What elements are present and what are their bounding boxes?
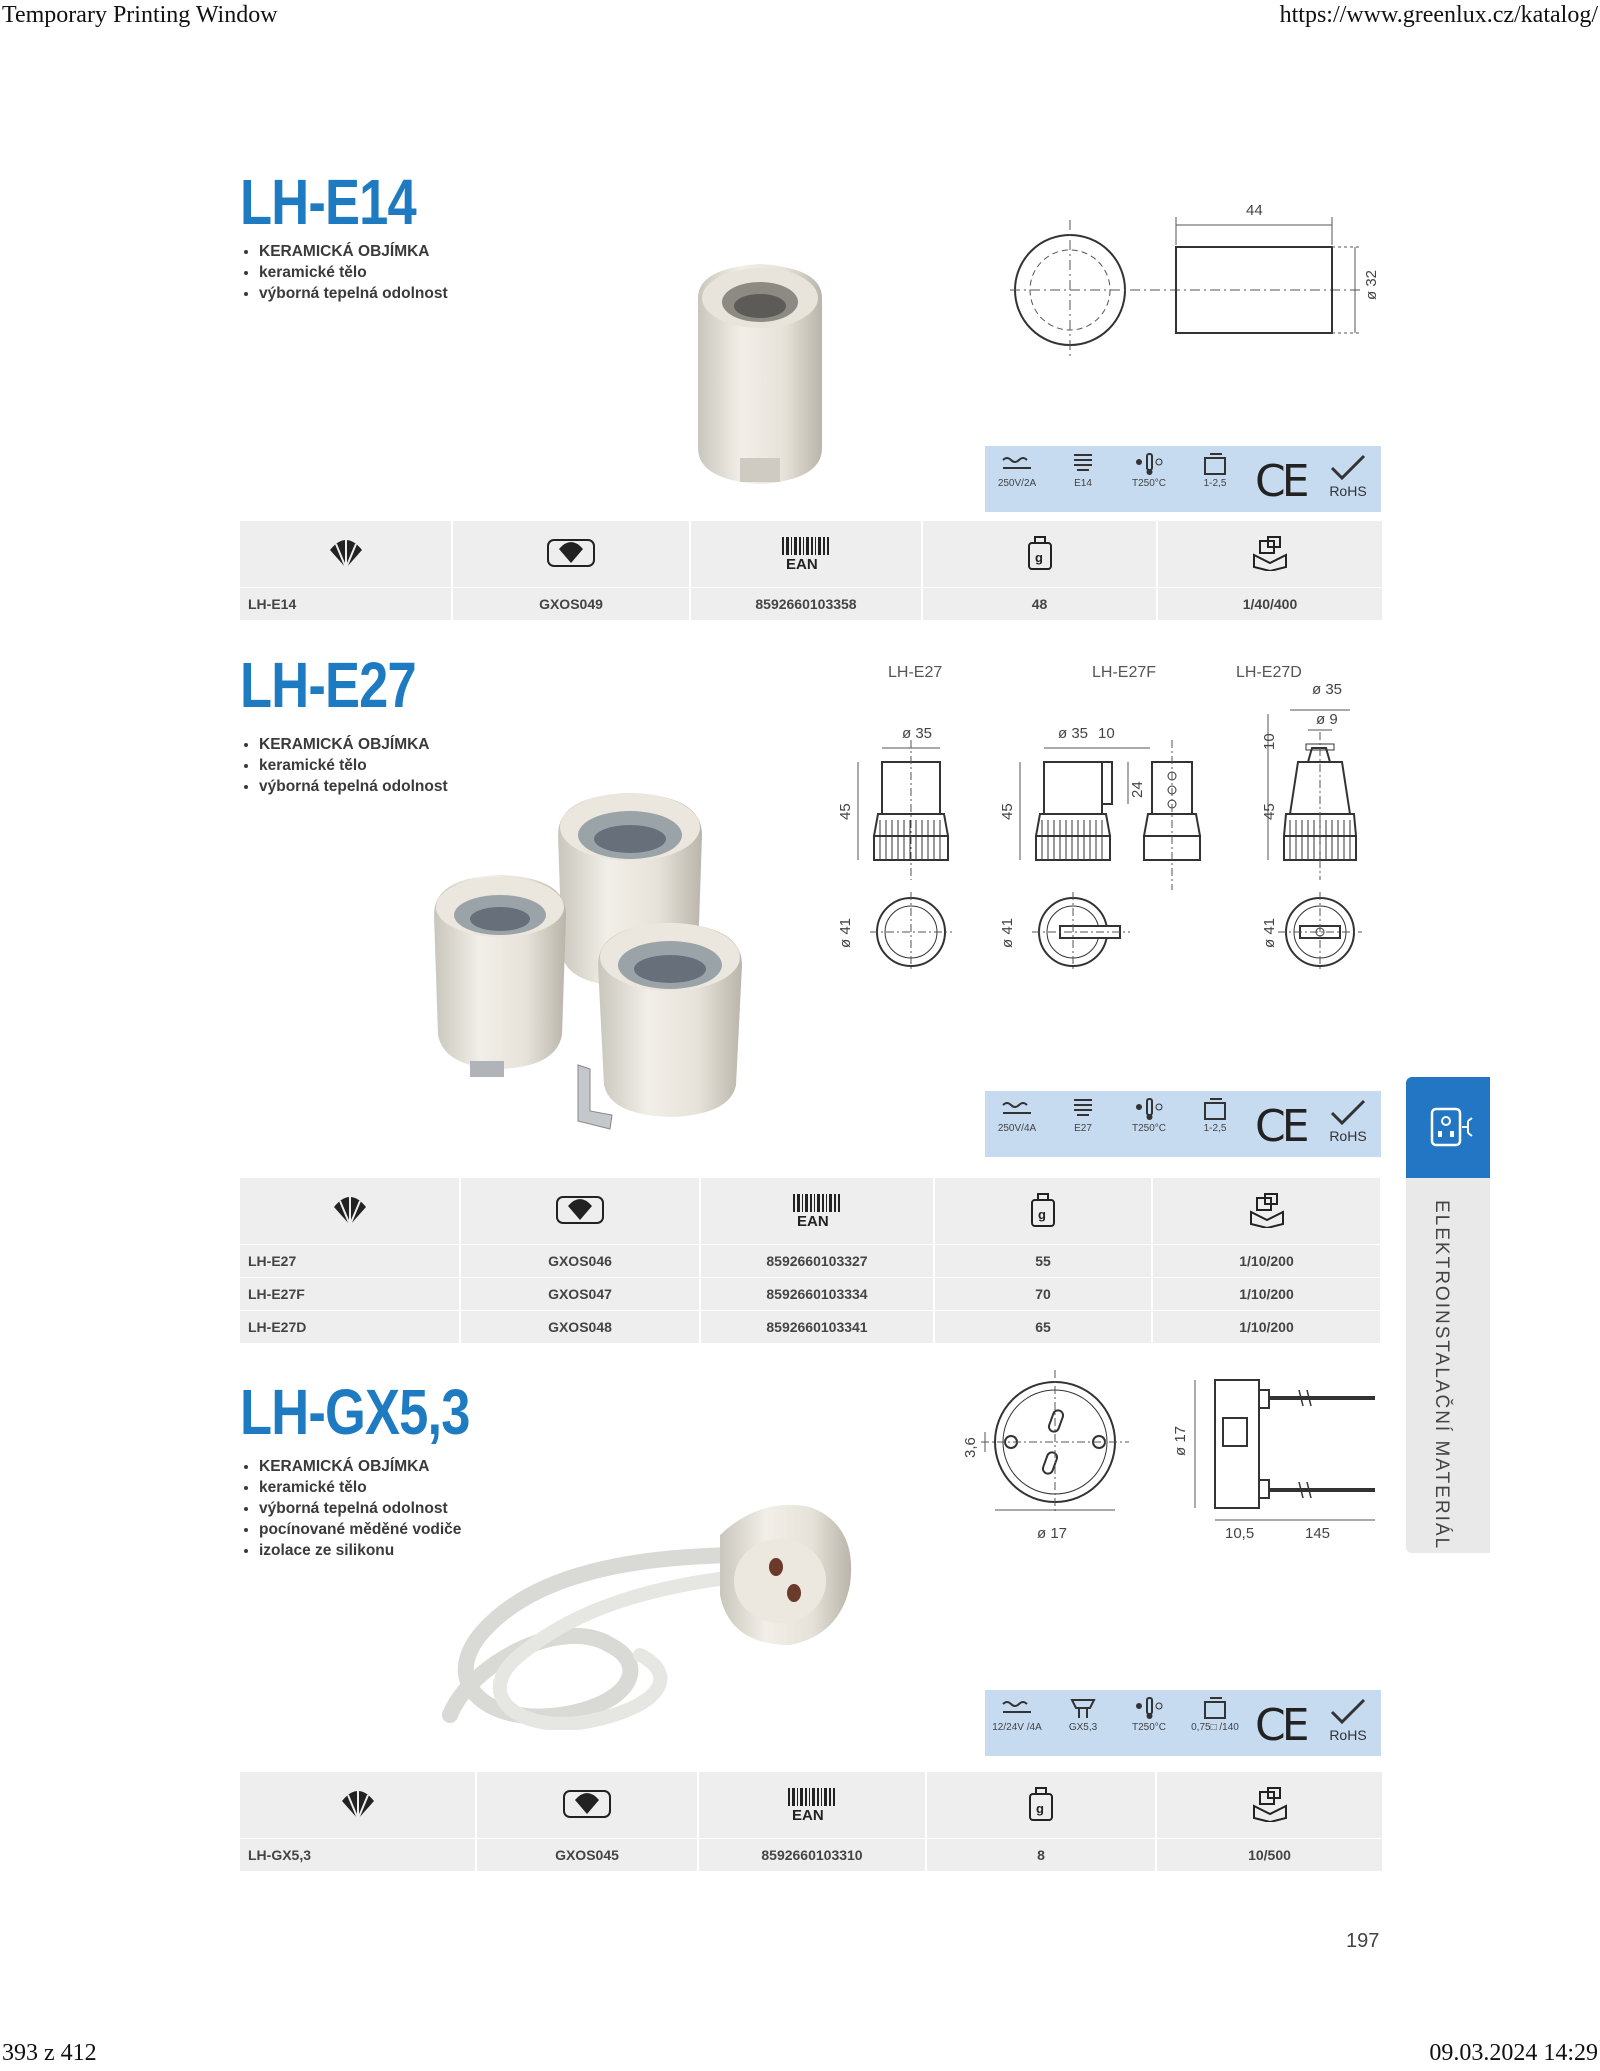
feature-list-lh-e14 <box>241 241 448 304</box>
ean-barcode-icon <box>698 1772 926 1839</box>
feature-item: • izolace ze silikonu <box>259 1540 461 1561</box>
drawing-label-lh-e27f: LH-E27F <box>1092 664 1157 681</box>
section-side-tab-header <box>1406 1077 1490 1178</box>
checkmark-icon <box>1328 1698 1368 1724</box>
svg-text:ø 41: ø 41 <box>837 917 854 948</box>
feature-item: • KERAMICKÁ OBJÍMKA <box>259 734 448 755</box>
voltage-spec: 12/24V /4A <box>988 1696 1046 1733</box>
feature-list-lh-gx53 <box>241 1456 461 1561</box>
product-photo-lh-e27 <box>430 785 750 1130</box>
temperature-spec: T250°C <box>1120 1696 1178 1733</box>
thermometer-icon <box>1131 452 1167 476</box>
socket-spec: E27 <box>1054 1097 1112 1134</box>
table-row: LH-GX5,3 GXOS045 8592660103310 8 10/500 <box>240 1839 1382 1872</box>
product-table-lh-e14 <box>240 521 1382 620</box>
temperature-spec: T250°C <box>1120 1097 1178 1134</box>
bulb-thread-icon <box>1068 452 1098 476</box>
weight-icon <box>926 1772 1156 1839</box>
svg-text:ø 35: ø 35 <box>1058 725 1089 742</box>
svg-text:ø 41: ø 41 <box>999 917 1016 948</box>
product-title-lh-e14: LH-E14 <box>240 166 416 238</box>
ac-current-icon <box>999 1097 1035 1121</box>
svg-text:ø 17: ø 17 <box>1172 1425 1189 1456</box>
wire-spec: 1-2,5 <box>1186 452 1244 489</box>
wire-gauge-icon <box>1200 1097 1230 1121</box>
weight-icon <box>922 521 1157 588</box>
ac-current-icon <box>999 452 1035 476</box>
feature-item: • výborná tepelná odolnost <box>259 776 448 797</box>
rohs-mark: RoHS <box>1323 1698 1373 1743</box>
svg-text:10,5: 10,5 <box>1225 1525 1255 1542</box>
rohs-mark: RoHS <box>1323 1099 1373 1144</box>
table-row: LH-E27 GXOS046 8592660103327 55 1/10/200 <box>240 1245 1380 1278</box>
print-url: https://www.greenlux.cz/katalog/ <box>1279 2 1598 28</box>
thermometer-icon <box>1131 1097 1167 1121</box>
feature-item: • keramické tělo <box>259 262 448 283</box>
rohs-mark: RoHS <box>1323 454 1373 499</box>
drawing-label-lh-e27d: LH-E27D <box>1236 664 1302 681</box>
checkmark-icon <box>1328 1099 1368 1125</box>
bulb-thread-icon <box>1068 1097 1098 1121</box>
feature-item: • pocínované měděné vodiče <box>259 1519 461 1540</box>
table-row: LH-E14 GXOS049 8592660103358 48 1/40/400 <box>240 588 1382 621</box>
thermometer-icon <box>1131 1696 1167 1720</box>
temperature-spec: T250°C <box>1120 452 1178 489</box>
package-icon <box>1152 1178 1380 1245</box>
product-photo-lh-e14 <box>690 258 830 490</box>
spec-bar-lh-e27 <box>985 1091 1381 1157</box>
svg-text:ø 35: ø 35 <box>1312 681 1343 698</box>
feature-item: • KERAMICKÁ OBJÍMKA <box>259 241 448 262</box>
feature-item: • keramické tělo <box>259 1477 461 1498</box>
drawing-label-lh-e27: LH-E27 <box>888 664 943 681</box>
wire-spec: 1-2,5 <box>1186 1097 1244 1134</box>
shell-logo-icon <box>240 1772 476 1839</box>
socket-icon <box>1406 1077 1490 1178</box>
svg-text:g: g <box>1034 549 1043 565</box>
table-row: LH-E27D GXOS048 8592660103341 65 1/10/200 <box>240 1311 1380 1344</box>
svg-text:g: g <box>1036 1800 1044 1816</box>
ean-barcode-icon <box>690 521 922 588</box>
wire-gauge-icon <box>1200 452 1230 476</box>
spec-bar-lh-gx53 <box>985 1690 1381 1756</box>
svg-text:EAN: EAN <box>797 1212 829 1228</box>
ce-mark: CE <box>1255 1101 1306 1152</box>
svg-text:45: 45 <box>1261 803 1278 820</box>
wire-gauge-icon <box>1200 1696 1230 1720</box>
dimension-length: 44 <box>1246 202 1263 219</box>
svg-text:ø 9: ø 9 <box>1316 711 1338 728</box>
page-number: 197 <box>1346 1930 1380 1952</box>
table-row: LH-E27F GXOS047 8592660103334 70 1/10/200 <box>240 1278 1380 1311</box>
section-side-label: ELEKTROINSTALAČNÍ MATERIÁL <box>1431 1200 1452 1551</box>
shell-logo-icon <box>240 1178 460 1245</box>
voltage-spec: 250V/2A <box>988 452 1046 489</box>
svg-text:ø 41: ø 41 <box>1261 917 1278 948</box>
svg-text:EAN: EAN <box>786 555 818 571</box>
svg-text:g: g <box>1038 1206 1046 1222</box>
svg-text:ø 35: ø 35 <box>902 725 933 742</box>
svg-text:EAN: EAN <box>792 1806 824 1822</box>
product-title-lh-e27: LH-E27 <box>240 649 416 721</box>
ce-mark: CE <box>1255 1700 1306 1751</box>
package-icon <box>1157 521 1382 588</box>
feature-item: • výborná tepelná odolnost <box>259 283 448 304</box>
svg-text:10: 10 <box>1098 725 1115 742</box>
svg-text:3,6: 3,6 <box>962 1437 979 1458</box>
shell-box-icon <box>460 1178 700 1245</box>
svg-text:10: 10 <box>1261 733 1278 750</box>
svg-text:ø 17: ø 17 <box>1037 1525 1068 1542</box>
feature-item: • výborná tepelná odolnost <box>259 1498 461 1519</box>
ce-mark: CE <box>1255 456 1306 507</box>
svg-text:45: 45 <box>999 803 1016 820</box>
shell-logo-icon <box>240 521 452 588</box>
voltage-spec: 250V/4A <box>988 1097 1046 1134</box>
dimension-diameter: ø 32 <box>1363 269 1380 300</box>
print-timestamp: 09.03.2024 14:29 <box>1429 2040 1598 2066</box>
package-icon <box>1156 1772 1382 1839</box>
bi-pin-icon <box>1068 1696 1098 1720</box>
product-title-lh-gx53: LH-GX5,3 <box>240 1376 470 1448</box>
checkmark-icon <box>1328 454 1368 480</box>
feature-item: • KERAMICKÁ OBJÍMKA <box>259 1456 461 1477</box>
weight-icon <box>934 1178 1152 1245</box>
ean-barcode-icon <box>700 1178 934 1245</box>
svg-text:145: 145 <box>1305 1525 1331 1542</box>
technical-drawing-lh-gx53 <box>945 1370 1385 1550</box>
svg-text:45: 45 <box>837 803 854 820</box>
product-photo-lh-gx53 <box>430 1495 860 1730</box>
socket-spec: GX5,3 <box>1054 1696 1112 1733</box>
print-window-title: Temporary Printing Window <box>2 2 278 28</box>
socket-spec: E14 <box>1054 452 1112 489</box>
print-page-counter: 393 z 412 <box>2 2040 97 2066</box>
product-table-lh-gx53 <box>240 1772 1382 1871</box>
product-table-lh-e27 <box>240 1178 1380 1343</box>
wire-spec: 0,75□ /140 <box>1186 1696 1244 1733</box>
spec-bar-lh-e14 <box>985 446 1381 512</box>
shell-box-icon <box>452 521 690 588</box>
feature-item: • keramické tělo <box>259 755 448 776</box>
shell-box-icon <box>476 1772 698 1839</box>
technical-drawing-lh-e27 <box>830 680 1390 980</box>
feature-list-lh-e27 <box>241 734 448 797</box>
svg-text:24: 24 <box>1129 781 1146 798</box>
technical-drawing-lh-e14 <box>1010 195 1390 365</box>
ac-current-icon <box>999 1696 1035 1720</box>
